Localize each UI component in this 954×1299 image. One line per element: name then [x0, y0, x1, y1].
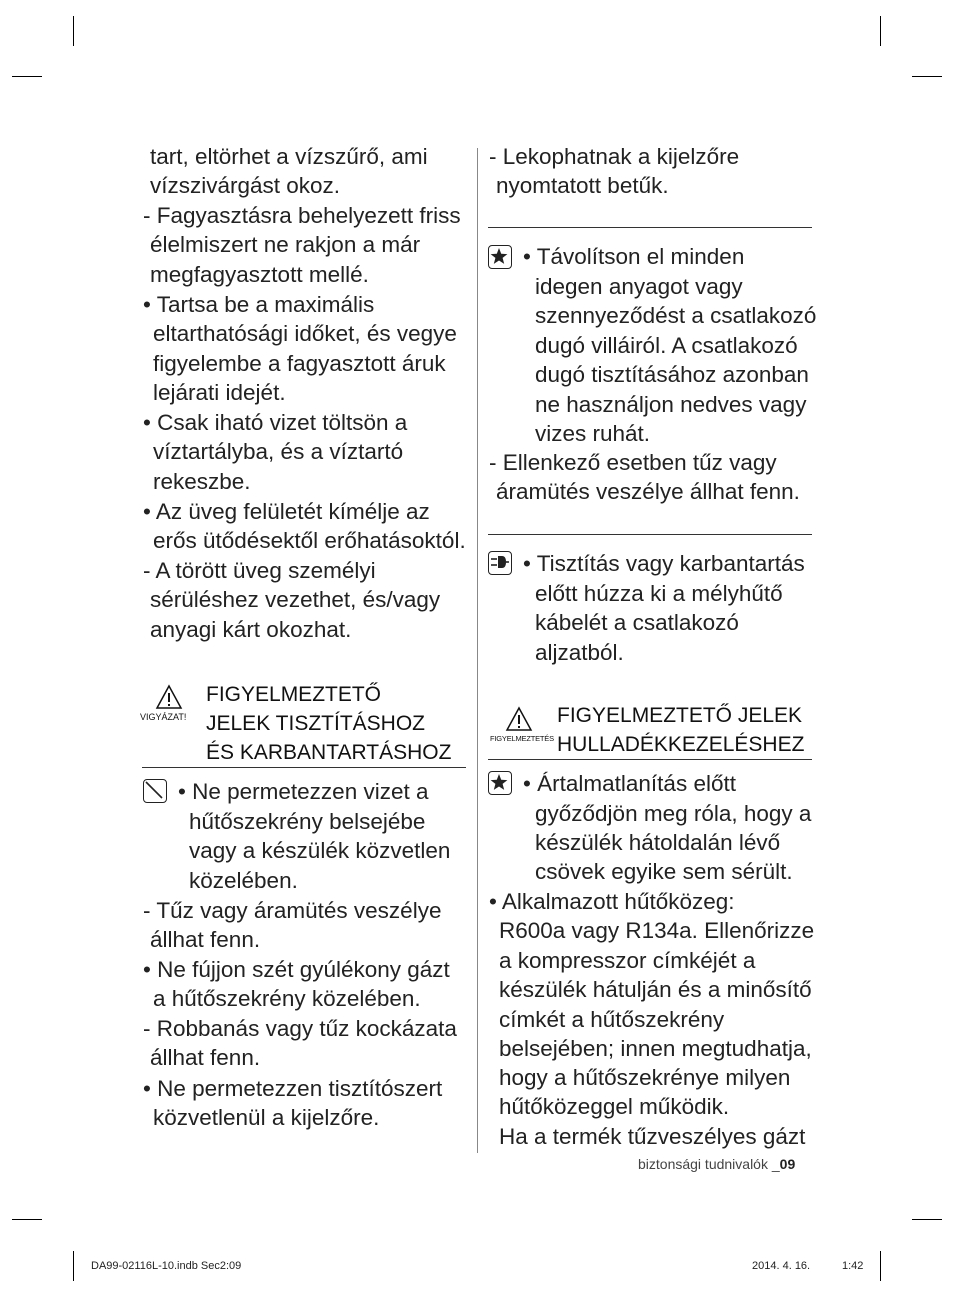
page-number: 09 [779, 1156, 796, 1172]
section-rule [142, 767, 466, 768]
page-footer [638, 1156, 795, 1172]
body-line: áramütés veszélye állhat fenn. [496, 479, 800, 504]
crop-mark [912, 1219, 942, 1220]
body-line: erős ütődésektől erőhatásoktól. [153, 528, 466, 553]
body-line: idegen anyagot vagy [535, 274, 743, 299]
crop-mark [912, 76, 942, 77]
body-line: • Az üveg felületét kímélje az [143, 499, 430, 524]
body-line: közelében. [189, 868, 298, 893]
body-line: élelmiszert ne rakjon a már [150, 232, 421, 257]
section-rule [488, 534, 812, 535]
body-line: kábelét a csatlakozó [535, 610, 739, 635]
body-line: - Lekophatnak a kijelzőre [489, 144, 740, 169]
body-line: megfagyasztott mellé. [150, 262, 369, 287]
star-icon [488, 771, 512, 795]
body-line: hűtőközeggel működik. [499, 1094, 730, 1119]
body-line: állhat fenn. [150, 1045, 261, 1070]
warning-label: FIGYELMEZTETÉS [490, 734, 554, 743]
body-line: anyagi kárt okozhat. [150, 617, 352, 642]
no-spray-icon [143, 779, 167, 803]
body-line: lejárati idejét. [153, 380, 286, 405]
print-time: 1:42 [842, 1260, 864, 1272]
body-line: aljzatból. [535, 640, 624, 665]
body-line: dugó tisztításához azonban [535, 362, 809, 387]
body-line: • Ártalmatlanítás előtt [523, 771, 736, 796]
body-line: sérüléshez vezethet, és/vagy [150, 587, 441, 612]
body-line: belsejében; innen megtudhatja, [499, 1036, 812, 1061]
crop-mark [73, 1251, 74, 1281]
crop-mark [880, 16, 881, 46]
star-icon [488, 245, 512, 269]
crop-mark [12, 76, 42, 77]
body-line: készülék hátoldalán lévő [535, 830, 781, 855]
body-line: közvetlenül a kijelzőre. [153, 1105, 380, 1130]
body-line: • Alkalmazott hűtőközeg: [489, 889, 735, 914]
section-heading: ÉS KARBANTARTÁSHOZ [206, 741, 452, 764]
body-line: R600a vagy R134a. Ellenőrizze [499, 918, 815, 943]
body-line: • Tartsa be a maximális [143, 292, 375, 317]
body-line: • Tisztítás vagy karbantartás [523, 551, 805, 576]
print-date: 2014. 4. 16. [752, 1260, 811, 1272]
body-line: állhat fenn. [150, 927, 261, 952]
body-line: vizes ruhát. [535, 421, 651, 446]
unplug-icon [488, 551, 512, 575]
body-line: - A törött üveg személyi [143, 558, 376, 583]
body-line: - Ellenkező esetben tűz vagy [489, 450, 777, 475]
body-line: tart, eltörhet a vízszűrő, ami [150, 144, 428, 169]
section-heading: FIGYELMEZTETŐ JELEK [557, 704, 803, 727]
section-heading: HULLADÉKKEZELÉSHEZ [557, 733, 805, 756]
warning-label: VIGYÁZAT! [140, 712, 187, 722]
body-line: dugó villáiról. A csatlakozó [535, 333, 798, 358]
print-file-info: DA99-02116L-10.indb Sec2:09 [91, 1260, 242, 1272]
body-line: • Távolítson el minden [523, 244, 745, 269]
body-line: • Ne permetezzen tisztítószert [143, 1076, 443, 1101]
body-line: hűtőszekrény belsejébe [189, 809, 426, 834]
body-line: csövek egyike sem sérült. [535, 859, 793, 884]
crop-mark [880, 1251, 881, 1281]
body-line: vízszivárgást okoz. [150, 173, 341, 198]
body-line: előtt húzza ki a mélyhűtő [535, 581, 783, 606]
body-line: • Ne fújjon szét gyúlékony gázt [143, 957, 450, 982]
body-line: - Fagyasztásra behelyezett friss [143, 203, 461, 228]
section-heading: FIGYELMEZTETŐ [206, 683, 382, 706]
crop-mark [73, 16, 74, 46]
body-line: Ha a termék tűzveszélyes gázt [499, 1124, 806, 1149]
section-heading: JELEK TISZTÍTÁSHOZ [206, 712, 425, 735]
body-line: vagy a készülék közvetlen [189, 838, 451, 863]
body-line: a hűtőszekrény közelében. [153, 986, 421, 1011]
crop-mark [12, 1219, 42, 1220]
section-rule [488, 759, 812, 760]
body-line: figyelembe a fagyasztott áruk [153, 351, 446, 376]
section-name: biztonsági tudnivalók _ [638, 1156, 780, 1172]
body-line: nyomtatott betűk. [496, 173, 669, 198]
body-line: győződjön meg róla, hogy a [535, 801, 812, 826]
column-divider [477, 148, 478, 1153]
body-line: eltarthatósági időket, és vegye [153, 321, 457, 346]
body-line: • Csak iható vizet töltsön a [143, 410, 408, 435]
warning-icon [155, 684, 183, 710]
body-line: - Robbanás vagy tűz kockázata [143, 1016, 457, 1041]
section-rule [488, 227, 812, 228]
body-line: - Tűz vagy áramütés veszélye [143, 898, 442, 923]
body-line: hogy a hűtőszekrénye milyen [499, 1065, 791, 1090]
warning-icon [505, 706, 533, 732]
body-line: készülék hátulján és a minősítő [499, 977, 812, 1002]
body-line: rekeszbe. [153, 469, 251, 494]
body-line: • Ne permetezzen vizet a [178, 779, 429, 804]
body-line: címkét a hűtőszekrény [499, 1007, 725, 1032]
body-line: víztartályba, és a víztartó [153, 439, 404, 464]
body-line: szennyeződést a csatlakozó [535, 303, 817, 328]
body-line: a kompresszor címkéjét a [499, 948, 756, 973]
body-line: ne használjon nedves vagy [535, 392, 807, 417]
